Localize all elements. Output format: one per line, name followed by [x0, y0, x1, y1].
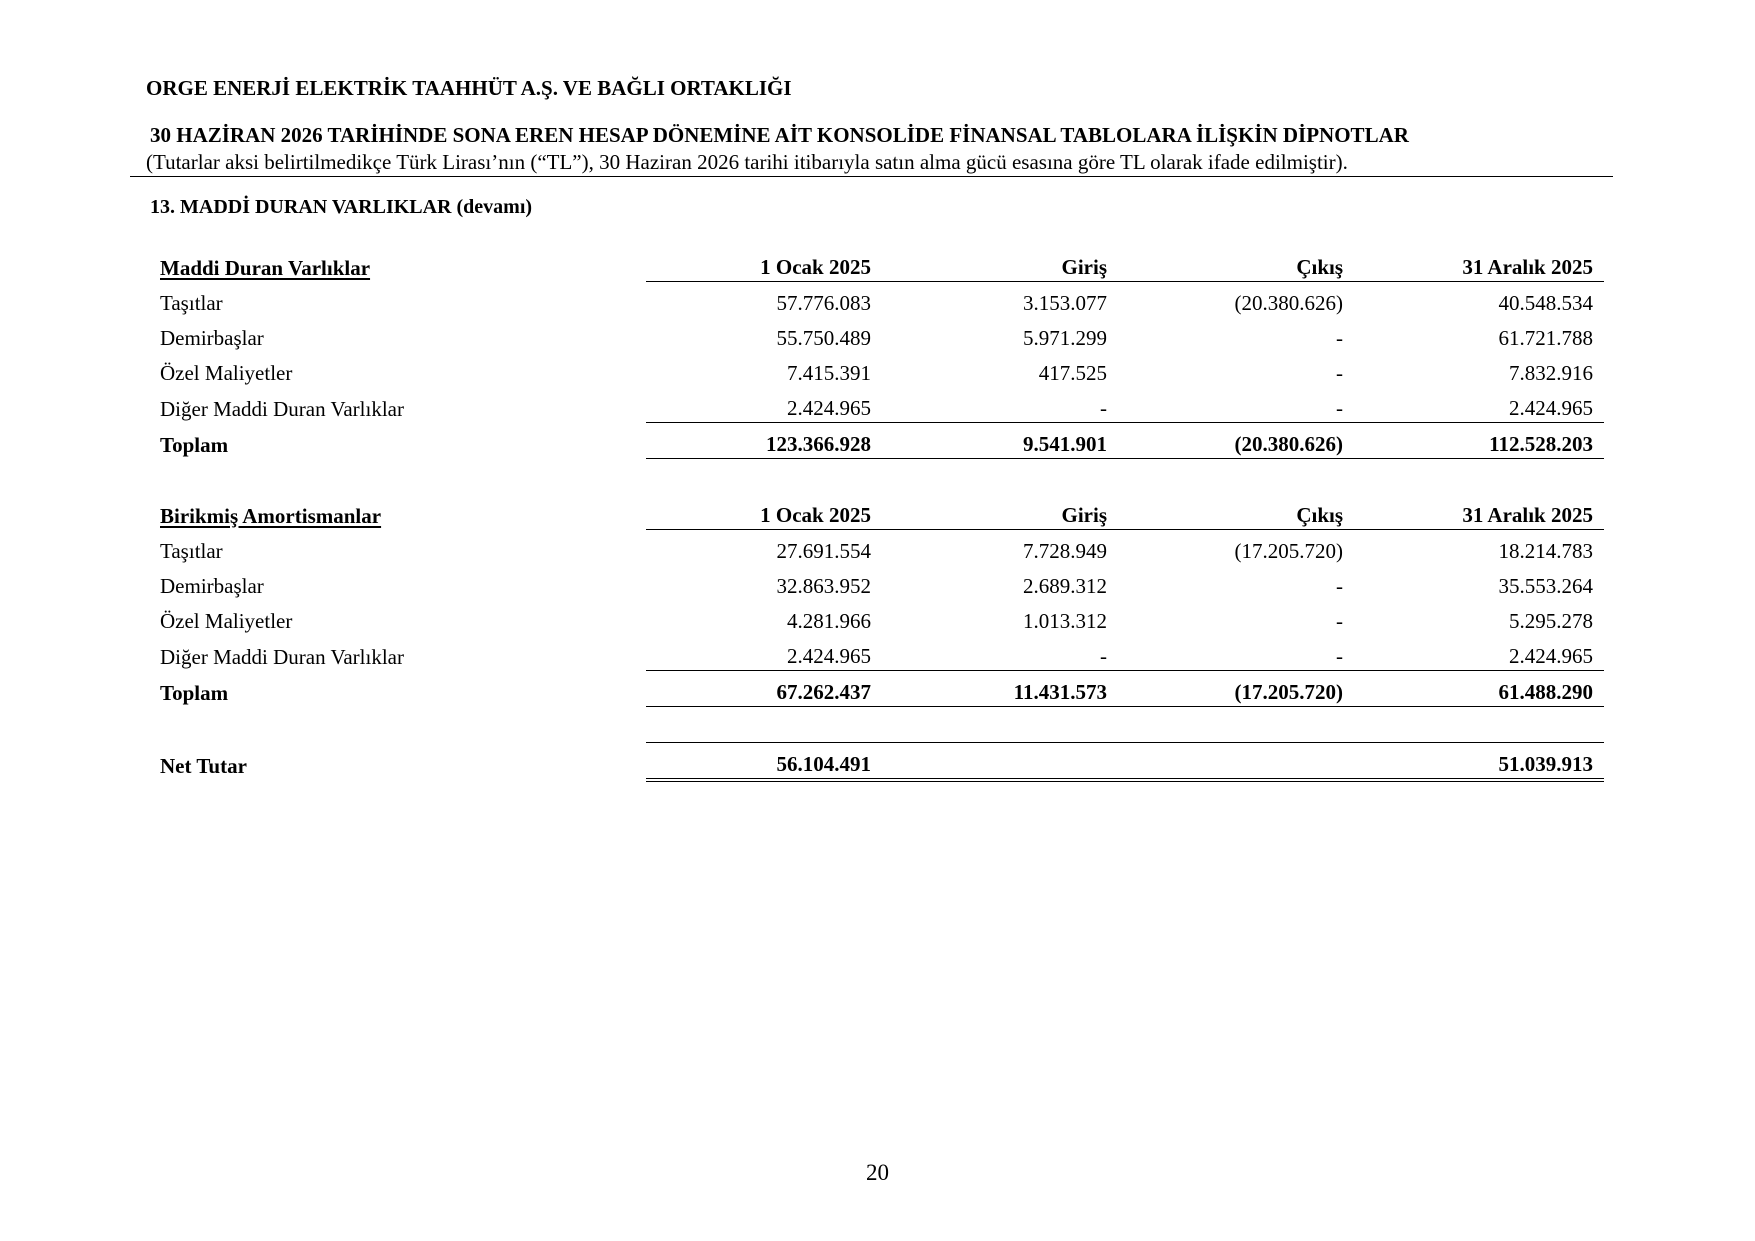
closing-value: 18.214.783: [1498, 539, 1593, 563]
tangible-assets-heading: Maddi Duran Varlıklar: [160, 255, 371, 280]
column-header-disposals: Çıkış: [1118, 246, 1354, 282]
depreciation-total-row: [160, 671, 1604, 707]
row-label: Taşıtlar: [160, 539, 223, 563]
disposals-value: -: [1336, 609, 1343, 633]
column-header-closing: 31 Aralık 2025: [1354, 246, 1604, 282]
tangible-assets-header-row: [160, 246, 1604, 282]
column-header-additions: Giriş: [882, 246, 1118, 282]
closing-value: 40.548.534: [1498, 291, 1593, 315]
closing-value: 61.721.788: [1498, 326, 1593, 350]
column-header-opening: 1 Ocak 2025: [646, 246, 882, 282]
total-label: Toplam: [160, 680, 229, 705]
disposals-value: -: [1336, 644, 1343, 668]
row-label: Özel Maliyetler: [160, 609, 293, 633]
row-label: Demirbaşlar: [160, 326, 264, 350]
additions-value: 2.689.312: [1023, 574, 1107, 598]
total-closing: 112.528.203: [1354, 423, 1604, 459]
row-label: Özel Maliyetler: [160, 361, 293, 385]
depreciation-heading: Birikmiş Amortismanlar: [160, 503, 382, 528]
disposals-value: (17.205.720): [1234, 539, 1343, 563]
additions-value: 7.728.949: [1023, 539, 1107, 563]
depreciation-header-row: [160, 494, 1604, 530]
total-opening: 67.262.437: [646, 671, 882, 707]
spacer-row: [160, 459, 1604, 495]
net-label: Net Tutar: [160, 754, 247, 778]
additions-value: -: [1100, 396, 1107, 420]
net-opening: 56.104.491: [646, 743, 882, 781]
closing-value: 2.424.965: [1509, 396, 1593, 420]
total-disposals: (17.205.720): [1118, 671, 1354, 707]
net-disposals-empty: [1118, 743, 1354, 781]
column-header-additions: Giriş: [882, 494, 1118, 530]
disposals-value: -: [1336, 326, 1343, 350]
closing-value: 7.832.916: [1509, 361, 1593, 385]
document-title: 30 HAZİRAN 2026 TARİHİNDE SONA EREN HESAP DÖNEMİNE AİT KONSOLİDE FİNANSAL TABLOLARA İLİŞKİN DİPNOTLAR: [150, 123, 1409, 147]
total-additions: 9.541.901: [882, 423, 1118, 459]
column-header-disposals: Çıkış: [1118, 494, 1354, 530]
currency-note: (Tutarlar aksi belirtilmedikçe Türk Lirası’nın (“TL”), 30 Haziran 2026 tarihi itibarıyla satın alma gücü esasına göre TL olarak ifade edilmiştir).: [146, 150, 1348, 174]
tangible-assets-total-row: [160, 423, 1604, 459]
additions-value: 5.971.299: [1023, 326, 1107, 350]
additions-value: -: [1100, 644, 1107, 668]
opening-value: 2.424.965: [787, 644, 871, 668]
disposals-value: -: [1336, 361, 1343, 385]
opening-value: 55.750.489: [776, 326, 871, 350]
net-amount-row: [160, 743, 1604, 781]
net-additions-empty: [882, 743, 1118, 781]
page-number: 20: [866, 1160, 889, 1185]
table-row: [160, 565, 1604, 600]
row-label: Taşıtlar: [160, 291, 223, 315]
row-label: Demirbaşlar: [160, 574, 264, 598]
closing-value: 5.295.278: [1509, 609, 1593, 633]
total-disposals: (20.380.626): [1118, 423, 1354, 459]
column-header-closing: 31 Aralık 2025: [1354, 494, 1604, 530]
table-row: [160, 317, 1604, 352]
net-closing: 51.039.913: [1354, 743, 1604, 781]
closing-value: 2.424.965: [1509, 644, 1593, 668]
row-label: Diğer Maddi Duran Varlıklar: [160, 644, 404, 669]
additions-value: 1.013.312: [1023, 609, 1107, 633]
opening-value: 27.691.554: [776, 539, 871, 563]
fixed-assets-table: [160, 246, 1604, 782]
table-row: [160, 387, 1604, 423]
table-row: [160, 635, 1604, 671]
total-closing: 61.488.290: [1354, 671, 1604, 707]
total-additions: 11.431.573: [882, 671, 1118, 707]
additions-value: 417.525: [1038, 361, 1107, 385]
total-label: Toplam: [160, 432, 229, 457]
disposals-value: (20.380.626): [1234, 291, 1343, 315]
spacer-row: [160, 707, 1604, 743]
section-title: 13. MADDİ DURAN VARLIKLAR (devamı): [150, 196, 533, 218]
closing-value: 35.553.264: [1498, 574, 1593, 598]
opening-value: 57.776.083: [776, 291, 871, 315]
opening-value: 7.415.391: [787, 361, 871, 385]
disposals-value: -: [1336, 396, 1343, 420]
total-opening: 123.366.928: [646, 423, 882, 459]
column-header-opening: 1 Ocak 2025: [646, 494, 882, 530]
table-row: [160, 352, 1604, 387]
opening-value: 32.863.952: [776, 574, 871, 598]
table-row: [160, 530, 1604, 566]
header-divider: [130, 176, 1613, 177]
row-label: Diğer Maddi Duran Varlıklar: [160, 396, 404, 421]
company-name: ORGE ENERJİ ELEKTRİK TAAHHÜT A.Ş. VE BAĞLI ORTAKLIĞI: [146, 76, 792, 100]
table-row: [160, 600, 1604, 635]
table-row: [160, 282, 1604, 318]
disposals-value: -: [1336, 574, 1343, 598]
opening-value: 2.424.965: [787, 396, 871, 420]
opening-value: 4.281.966: [787, 609, 871, 633]
additions-value: 3.153.077: [1023, 291, 1107, 315]
